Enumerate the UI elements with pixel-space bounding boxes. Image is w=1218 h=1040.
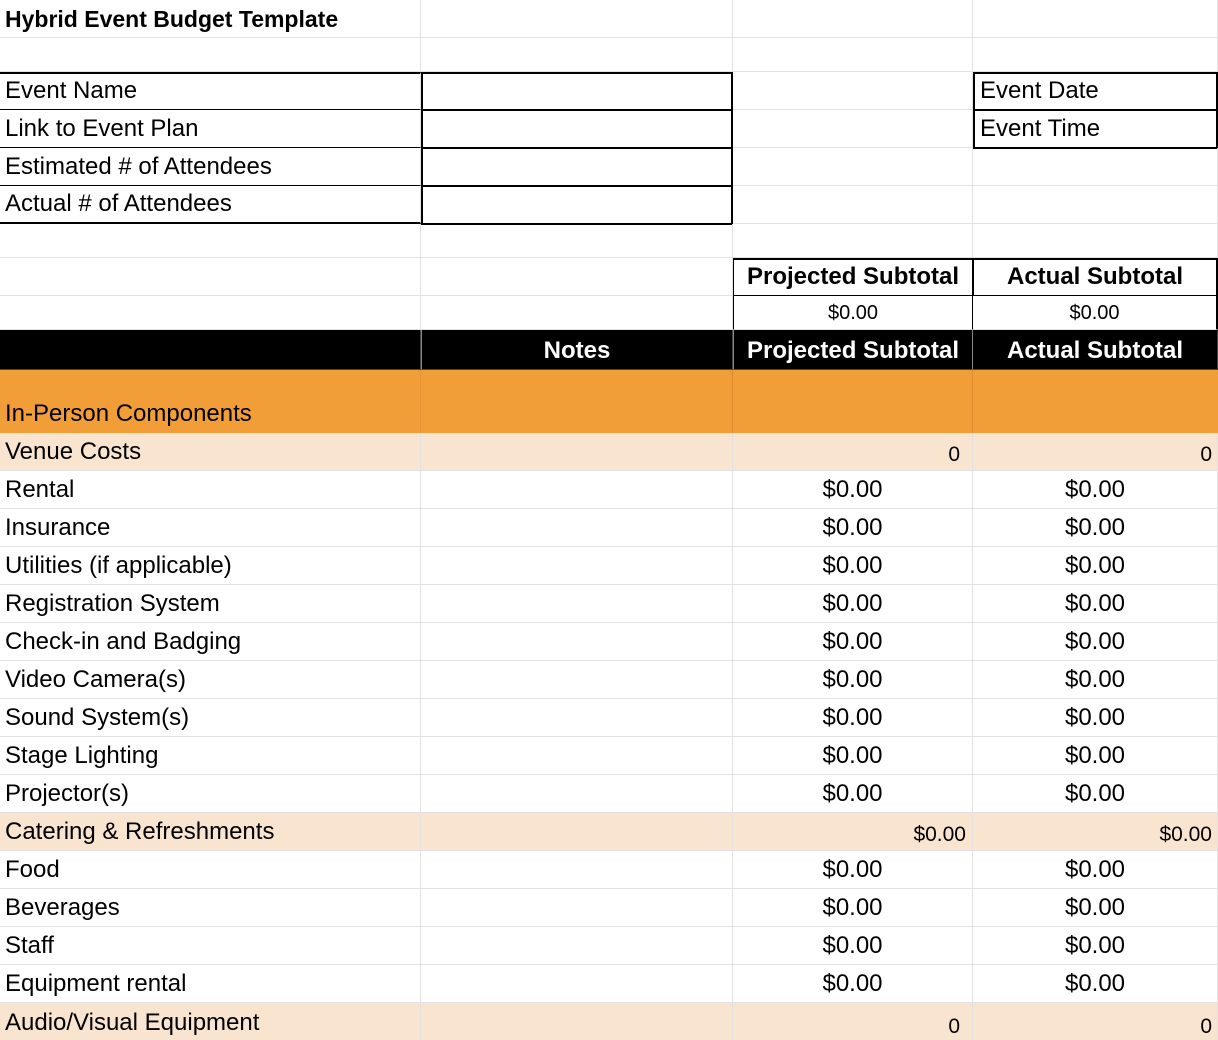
sheet-title: Hybrid Event Budget Template (5, 6, 339, 32)
line-item-row (0, 775, 1218, 813)
item-label-cell[interactable] (0, 547, 421, 585)
item-projected: $0.00 (822, 742, 883, 769)
section-title-cell[interactable] (0, 370, 421, 433)
item-notes-cell[interactable] (421, 471, 733, 509)
item-notes-cell[interactable] (421, 927, 733, 965)
item-label-cell[interactable] (0, 965, 421, 1003)
empty-cell[interactable] (733, 38, 973, 72)
line-item-row (0, 965, 1218, 1003)
item-label: Rental (5, 476, 75, 503)
item-notes-cell[interactable] (421, 547, 733, 585)
group-actual-cell[interactable] (973, 433, 1218, 471)
group-actual-cell[interactable] (973, 813, 1218, 851)
line-item-row (0, 699, 1218, 737)
group-projected-cell[interactable] (733, 813, 973, 851)
group-label-cell[interactable] (0, 1003, 421, 1040)
item-label-cell[interactable] (0, 585, 421, 623)
item-label: Check-in and Badging (5, 628, 242, 655)
item-projected-cell[interactable] (733, 661, 973, 699)
group-actual: 0 (1200, 443, 1212, 466)
section-actual-cell[interactable] (973, 370, 1218, 433)
summary-actual-value: $0.00 (1069, 302, 1120, 324)
item-label: Registration System (5, 590, 220, 617)
line-item-row (0, 661, 1218, 699)
blank-row (0, 224, 1218, 258)
item-actual-cell[interactable] (973, 965, 1218, 1003)
empty-cell[interactable] (733, 186, 973, 224)
item-notes-cell[interactable] (421, 509, 733, 547)
header-actual-cell[interactable] (973, 330, 1218, 370)
item-label-cell[interactable] (0, 737, 421, 775)
item-actual-cell[interactable] (973, 585, 1218, 623)
group-projected: 0 (948, 1015, 960, 1038)
event-plan-row (0, 110, 1218, 148)
group-label: Catering & Refreshments (5, 818, 275, 845)
group-notes-cell[interactable] (421, 813, 733, 851)
empty-cell[interactable] (421, 296, 733, 330)
summary-actual-value-cell[interactable] (973, 296, 1218, 330)
item-label-cell[interactable] (0, 927, 421, 965)
item-actual: $0.00 (1064, 514, 1126, 541)
actual-attendees-label: Actual # of Attendees (5, 190, 232, 217)
line-item-row (0, 889, 1218, 927)
item-label: Stage Lighting (5, 742, 159, 769)
item-projected-cell[interactable] (733, 623, 973, 661)
title-cell[interactable] (0, 0, 421, 38)
section-projected-cell[interactable] (733, 370, 973, 433)
item-projected: $0.00 (822, 628, 883, 655)
summary-actual-label: Actual Subtotal (1006, 263, 1183, 290)
item-label: Insurance (5, 514, 111, 541)
group-projected-cell[interactable] (733, 433, 973, 471)
summary-projected-label-cell (733, 258, 973, 296)
item-notes-cell[interactable] (421, 623, 733, 661)
item-label-cell[interactable] (0, 889, 421, 927)
group-actual: $0.00 (1159, 823, 1212, 846)
group-label: Audio/Visual Equipment (5, 1009, 260, 1036)
blank-row (0, 38, 1218, 72)
group-row-catering (0, 813, 1218, 851)
summary-projected-label: Projected Subtotal (746, 263, 960, 290)
item-projected-cell[interactable] (733, 775, 973, 813)
event-name-label-cell (0, 72, 421, 110)
item-notes-cell[interactable] (421, 775, 733, 813)
column-header-row (0, 330, 1218, 370)
item-notes-cell[interactable] (421, 661, 733, 699)
event-date-cell[interactable] (973, 72, 1218, 111)
item-projected-cell[interactable] (733, 927, 973, 965)
item-projected: $0.00 (822, 476, 883, 503)
empty-cell[interactable] (421, 0, 733, 38)
item-actual: $0.00 (1064, 856, 1126, 883)
empty-cell[interactable] (0, 258, 421, 296)
group-label: Venue Costs (5, 438, 142, 465)
actual-attendees-input[interactable] (421, 186, 733, 225)
summary-label-row (0, 258, 1218, 296)
group-actual: 0 (1200, 1015, 1212, 1038)
empty-cell[interactable] (0, 224, 421, 258)
item-actual: $0.00 (1064, 552, 1126, 579)
item-projected: $0.00 (822, 780, 883, 807)
actual-attendees-label-cell (0, 186, 421, 224)
item-projected: $0.00 (822, 894, 883, 921)
header-notes: Notes (543, 337, 611, 364)
empty-cell[interactable] (421, 224, 733, 258)
line-item-row (0, 737, 1218, 775)
item-actual-cell[interactable] (973, 471, 1218, 509)
estimated-attendees-input[interactable] (421, 148, 733, 187)
empty-cell[interactable] (733, 72, 973, 110)
item-projected-cell[interactable] (733, 851, 973, 889)
empty-cell[interactable] (733, 148, 973, 186)
empty-cell[interactable] (973, 148, 1218, 186)
line-item-row (0, 927, 1218, 965)
item-projected: $0.00 (822, 590, 883, 617)
item-label: Staff (5, 932, 54, 959)
item-label-cell[interactable] (0, 623, 421, 661)
item-actual: $0.00 (1064, 780, 1126, 807)
section-notes-cell[interactable] (421, 370, 733, 433)
group-notes-cell[interactable] (421, 1003, 733, 1040)
section-row (0, 370, 1218, 433)
item-actual: $0.00 (1064, 894, 1126, 921)
item-label: Food (5, 856, 60, 883)
item-projected-cell[interactable] (733, 699, 973, 737)
item-actual: $0.00 (1064, 970, 1126, 997)
item-projected-cell[interactable] (733, 889, 973, 927)
item-label: Beverages (5, 894, 120, 921)
section-title: In-Person Components (5, 400, 252, 427)
item-actual-cell[interactable] (973, 775, 1218, 813)
item-projected-cell[interactable] (733, 547, 973, 585)
empty-cell[interactable] (0, 296, 421, 330)
summary-projected-value: $0.00 (827, 302, 879, 324)
header-projected-cell[interactable] (733, 330, 973, 370)
group-actual-cell[interactable] (973, 1003, 1218, 1040)
item-notes-cell[interactable] (421, 851, 733, 889)
item-label: Video Camera(s) (5, 666, 186, 693)
item-projected: $0.00 (822, 514, 883, 541)
header-projected: Projected Subtotal (746, 337, 960, 364)
item-projected: $0.00 (822, 856, 883, 883)
item-projected-cell[interactable] (733, 737, 973, 775)
item-notes-cell[interactable] (421, 699, 733, 737)
item-actual: $0.00 (1064, 590, 1126, 617)
group-label-cell[interactable] (0, 433, 421, 471)
estimated-attendees-label-cell (0, 148, 421, 186)
item-label: Projector(s) (5, 780, 130, 807)
item-label-cell[interactable] (0, 699, 421, 737)
item-projected-cell[interactable] (733, 965, 973, 1003)
item-actual-cell[interactable] (973, 737, 1218, 775)
line-item-row (0, 851, 1218, 889)
item-actual-cell[interactable] (973, 547, 1218, 585)
empty-cell[interactable] (733, 0, 973, 38)
event-time-label: Event Time (980, 115, 1101, 142)
item-actual-cell[interactable] (973, 623, 1218, 661)
empty-cell[interactable] (733, 224, 973, 258)
item-actual-cell[interactable] (973, 661, 1218, 699)
actual-attendees-row (0, 186, 1218, 224)
line-item-row (0, 471, 1218, 509)
item-label: Sound System(s) (5, 704, 190, 731)
event-plan-label: Link to Event Plan (5, 115, 199, 142)
line-item-row (0, 547, 1218, 585)
item-actual-cell[interactable] (973, 889, 1218, 927)
item-projected-cell[interactable] (733, 509, 973, 547)
item-actual: $0.00 (1064, 476, 1126, 503)
line-item-row (0, 623, 1218, 661)
item-notes-cell[interactable] (421, 737, 733, 775)
group-projected: 0 (948, 443, 960, 466)
item-actual: $0.00 (1064, 742, 1126, 769)
group-row-av (0, 1003, 1218, 1040)
item-projected: $0.00 (822, 932, 883, 959)
line-item-row (0, 585, 1218, 623)
title-row (0, 0, 1218, 38)
item-actual-cell[interactable] (973, 699, 1218, 737)
estimated-attendees-label: Estimated # of Attendees (5, 153, 272, 180)
item-actual: $0.00 (1064, 932, 1126, 959)
empty-cell[interactable] (0, 38, 421, 72)
summary-value-row (0, 296, 1218, 330)
item-notes-cell[interactable] (421, 965, 733, 1003)
event-name-row (0, 72, 1218, 110)
item-actual-cell[interactable] (973, 851, 1218, 889)
group-notes-cell[interactable] (421, 433, 733, 471)
estimated-attendees-row (0, 148, 1218, 186)
item-notes-cell[interactable] (421, 585, 733, 623)
event-plan-input[interactable] (421, 110, 733, 149)
empty-cell[interactable] (973, 186, 1218, 224)
event-name-label: Event Name (5, 77, 138, 104)
header-item-cell[interactable] (0, 330, 421, 370)
item-projected-cell[interactable] (733, 585, 973, 623)
item-projected: $0.00 (822, 970, 883, 997)
item-label: Utilities (if applicable) (5, 552, 232, 579)
item-actual: $0.00 (1064, 628, 1126, 655)
empty-cell[interactable] (733, 110, 973, 148)
item-label-cell[interactable] (0, 661, 421, 699)
header-actual: Actual Subtotal (1006, 337, 1183, 364)
line-item-row (0, 509, 1218, 547)
group-row-venue (0, 433, 1218, 471)
item-actual-cell[interactable] (973, 927, 1218, 965)
empty-cell[interactable] (421, 258, 733, 296)
event-plan-label-cell (0, 110, 421, 148)
empty-cell[interactable] (973, 224, 1218, 258)
group-label-cell[interactable] (0, 813, 421, 851)
event-time-cell[interactable] (973, 110, 1218, 149)
item-label-cell[interactable] (0, 851, 421, 889)
event-name-input[interactable] (421, 72, 733, 111)
empty-cell[interactable] (973, 0, 1218, 38)
item-label-cell[interactable] (0, 471, 421, 509)
item-actual: $0.00 (1064, 704, 1126, 731)
item-projected: $0.00 (822, 552, 883, 579)
summary-actual-label-cell (973, 258, 1218, 296)
group-projected-cell[interactable] (733, 1003, 973, 1040)
header-notes-cell[interactable] (421, 330, 733, 370)
item-label-cell[interactable] (0, 775, 421, 813)
summary-projected-value-cell[interactable] (733, 296, 973, 330)
item-label: Equipment rental (5, 970, 187, 997)
item-projected: $0.00 (822, 704, 883, 731)
item-projected: $0.00 (822, 666, 883, 693)
item-label-cell[interactable] (0, 509, 421, 547)
item-projected-cell[interactable] (733, 471, 973, 509)
item-actual-cell[interactable] (973, 509, 1218, 547)
empty-cell[interactable] (421, 38, 733, 72)
item-actual: $0.00 (1064, 666, 1126, 693)
group-projected: $0.00 (913, 823, 966, 846)
event-date-label: Event Date (980, 77, 1099, 104)
item-notes-cell[interactable] (421, 889, 733, 927)
empty-cell[interactable] (973, 38, 1218, 72)
